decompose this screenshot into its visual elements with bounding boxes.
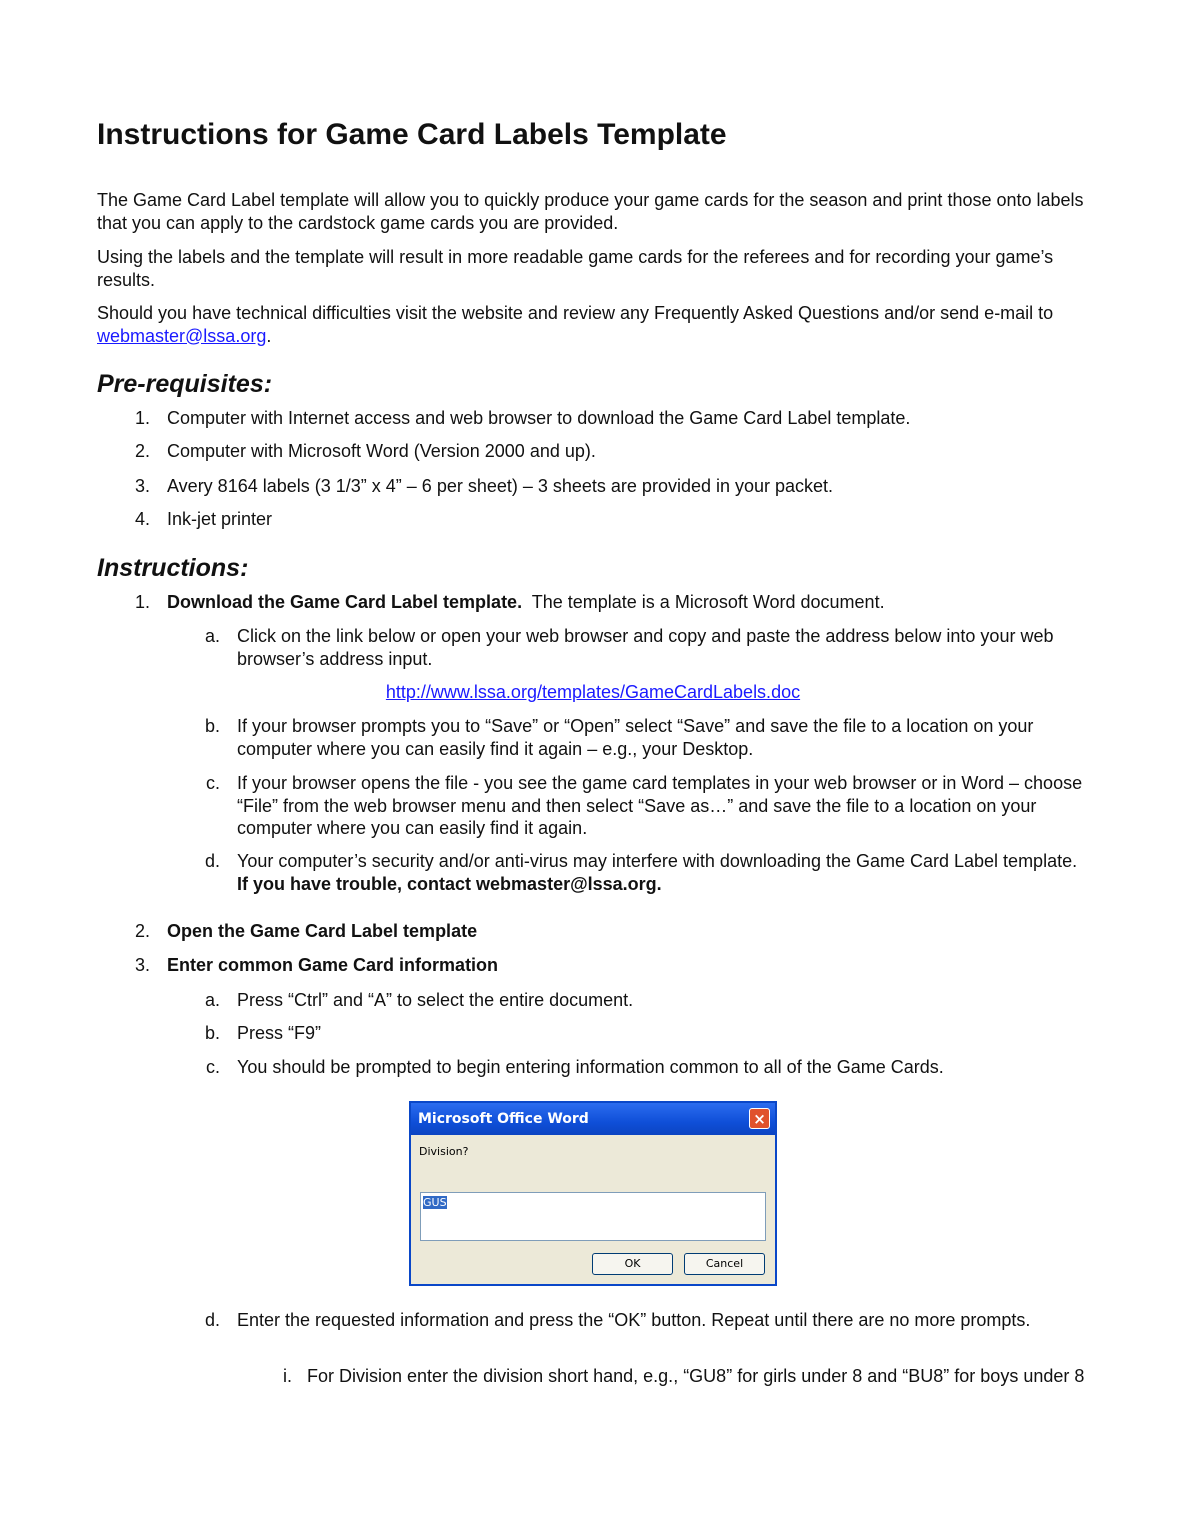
step-3d-i: For Division enter the division short hand, e.g., “GU8” for girls under 8 and “BU8” for boys under 8 xyxy=(307,1366,1085,1386)
close-icon[interactable]: × xyxy=(749,1108,770,1129)
substep-letter: d. xyxy=(204,851,220,871)
step-1d-text: Your computer’s security and/or anti-virus may interfere with downloading the Game Card Label template. xyxy=(237,851,1088,871)
intro-paragraph-2: Using the labels and the template will result in more readable game cards for the referees and for recording your game’s results. xyxy=(97,247,1054,290)
step-3c: You should be prompted to begin entering information common to all of the Game Cards. xyxy=(237,1057,944,1077)
step-2 xyxy=(167,920,1067,943)
substep-letter: b. xyxy=(204,1023,220,1043)
step-1-text: The template is a Microsoft Word document. xyxy=(522,592,885,612)
step-number: 3. xyxy=(134,955,150,975)
prereq-number: 2. xyxy=(134,441,150,461)
prereq-item: Ink-jet printer xyxy=(167,509,273,529)
step-3d: Enter the requested information and press the “OK” button. Repeat until there are no more prompts. xyxy=(237,1310,1031,1330)
substep-letter: d. xyxy=(204,1310,220,1330)
step-1b: If your browser prompts you to “Save” or “Open” select “Save” and save the file to a location on your computer where you can easily find it again – e.g., your Desktop. xyxy=(237,716,1034,759)
step-3b: Press “F9” xyxy=(237,1023,322,1043)
step-3-bold: Enter common Game Card information xyxy=(167,955,499,975)
division-input-value: GUS xyxy=(423,1196,447,1209)
step-number: 1. xyxy=(134,592,150,612)
subsubstep-number: i. xyxy=(283,1366,292,1386)
step-1a: Click on the link below or open your web browser and copy and paste the address below into your web browser’s address input. xyxy=(237,626,1054,669)
page-title: Instructions for Game Card Labels Template xyxy=(97,118,727,151)
substep-letter: a. xyxy=(204,626,220,646)
word-prompt-dialog xyxy=(409,1101,777,1286)
support-email-link[interactable]: webmaster@lssa.org xyxy=(97,325,267,346)
instructions-heading: Instructions: xyxy=(97,554,249,582)
prereq-item: Computer with Internet access and web browser to download the Game Card Label template. xyxy=(167,408,911,428)
step-1d-bold: If you have trouble, contact webmaster@lssa.org. xyxy=(237,873,662,894)
prereq-item: Avery 8164 labels (3 1/3” x 4” – 6 per sheet) – 3 sheets are provided in your packet. xyxy=(167,476,834,496)
step-1-bold: Download the Game Card Label template. xyxy=(167,592,523,612)
step-2-bold: Open the Game Card Label template xyxy=(167,921,478,941)
prereq-number: 1. xyxy=(134,408,150,428)
dialog-prompt: Division? xyxy=(419,1145,469,1158)
substep-letter: c. xyxy=(205,773,220,793)
division-input[interactable] xyxy=(420,1192,766,1241)
step-3a: Press “Ctrl” and “A” to select the entire document. xyxy=(237,990,634,1010)
step-1c: If your browser opens the file - you see the game card templates in your web browser or in Word – choose “File” from the web browser menu and then select “Save as…” and save the file to a location on your computer where you can easily find it again. xyxy=(237,773,1083,838)
dialog-titlebar xyxy=(411,1103,775,1135)
substep-letter: c. xyxy=(205,1057,220,1077)
step-1d xyxy=(237,850,1087,895)
template-url-link[interactable]: http://www.lssa.org/templates/GameCardLabels.doc xyxy=(385,682,801,702)
prereq-item: Computer with Microsoft Word (Version 2000 and up). xyxy=(167,441,596,461)
step-1 xyxy=(167,591,1067,614)
template-url-line xyxy=(0,681,1186,704)
ok-button[interactable]: OK xyxy=(592,1253,673,1275)
support-text: Should you have technical difficulties visit the website and review any Frequently Asked Questions and/or send e-mail to xyxy=(97,303,1054,323)
support-text-end: . xyxy=(266,325,272,346)
substep-letter: a. xyxy=(204,990,220,1010)
dialog-title: Microsoft Office Word xyxy=(418,1111,589,1127)
step-3 xyxy=(167,954,1067,977)
support-paragraph xyxy=(97,302,1087,347)
intro-paragraph-1: The Game Card Label template will allow you to quickly produce your game cards for the season and print those onto labels that you can apply to the cardstock game cards you are provided. xyxy=(97,190,1084,233)
cancel-button[interactable]: Cancel xyxy=(684,1253,765,1275)
substep-letter: b. xyxy=(204,716,220,736)
step-number: 2. xyxy=(134,921,150,941)
prerequisites-heading: Pre-requisites: xyxy=(97,370,273,398)
prereq-number: 3. xyxy=(134,476,150,496)
prereq-number: 4. xyxy=(134,509,150,529)
